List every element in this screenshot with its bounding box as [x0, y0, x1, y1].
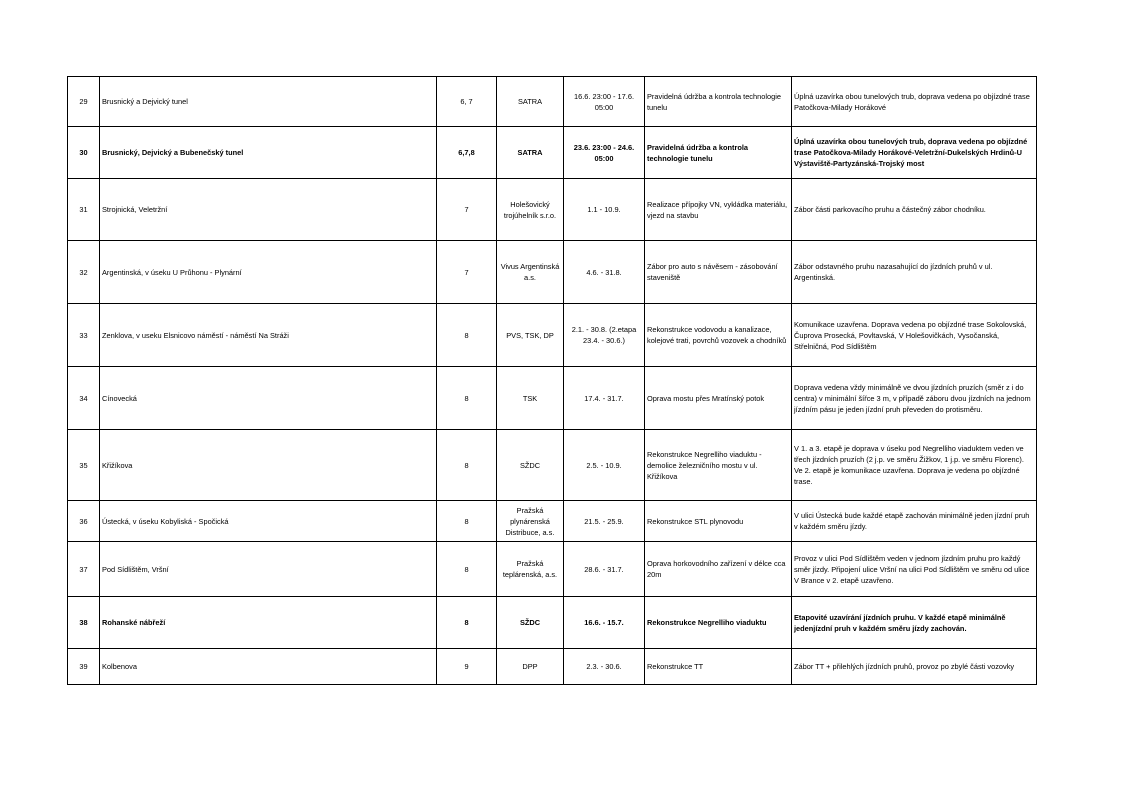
table-row: [68, 241, 1037, 304]
reason-cell: Pravidelná údržba a kontrola technologie tunelu: [645, 127, 792, 179]
table-row: [68, 179, 1037, 241]
restriction-cell: Úplná uzavírka obou tunelových trub, doprava vedena po objízdné trase Patočkova-Milady Horákové: [792, 77, 1037, 127]
district-cell: 8: [437, 304, 497, 367]
table-row: [68, 367, 1037, 430]
table-row: [68, 542, 1037, 597]
restriction-cell: Doprava vedena vždy minimálně ve dvou jízdních pruzích (směr z i do centra) v minimální šířce 3 m, v případě záboru dvou jízdních na jednom jízdním pásu je jeden jízdní pruh převeden do protisměru.: [792, 367, 1037, 430]
row-number: 30: [68, 127, 100, 179]
term-cell: 1.1 - 10.9.: [564, 179, 645, 241]
district-cell: 9: [437, 649, 497, 685]
reason-cell: Oprava mostu přes Mratínský potok: [645, 367, 792, 430]
street-cell: Cínovecká: [100, 367, 437, 430]
term-cell: 2.3. - 30.6.: [564, 649, 645, 685]
reason-cell: Rekonstrukce vodovodu a kanalizace, kolejové trati, povrchů vozovek a chodníků: [645, 304, 792, 367]
street-cell: Rohanské nábřeží: [100, 597, 437, 649]
row-number: 31: [68, 179, 100, 241]
investor-cell: TSK: [497, 367, 564, 430]
investor-cell: PVS, TSK, DP: [497, 304, 564, 367]
street-cell: Strojnická, Veletržní: [100, 179, 437, 241]
reason-cell: Pravidelná údržba a kontrola technologie tunelu: [645, 77, 792, 127]
district-cell: 8: [437, 367, 497, 430]
term-cell: 16.6. 23:00 - 17.6. 05:00: [564, 77, 645, 127]
term-cell: 17.4. - 31.7.: [564, 367, 645, 430]
investor-cell: Vivus Argentinská a.s.: [497, 241, 564, 304]
roadworks-table: [67, 76, 1037, 685]
street-cell: Křižíkova: [100, 430, 437, 501]
restriction-cell: Etapovité uzavírání jízdních pruhu. V každé etapě minimálně jedenjízdní pruh v každém směru jízdy zachován.: [792, 597, 1037, 649]
district-cell: 8: [437, 501, 497, 542]
street-cell: Kolbenova: [100, 649, 437, 685]
street-cell: Brusnický a Dejvický tunel: [100, 77, 437, 127]
table-row: [68, 304, 1037, 367]
investor-cell: SŽDC: [497, 430, 564, 501]
term-cell: 2.1. - 30.8. (2.etapa 23.4. - 30.6.): [564, 304, 645, 367]
row-number: 29: [68, 77, 100, 127]
term-cell: 28.6. - 31.7.: [564, 542, 645, 597]
restriction-cell: Úplná uzavírka obou tunelových trub, doprava vedena po objízdné trase Patočkova-Milady Horákové-Veletržní-Dukelských Hrdinů-U Výstaviště-Partyzánská-Trojský most: [792, 127, 1037, 179]
reason-cell: Rekonstrukce Negrelliho viaduktu: [645, 597, 792, 649]
row-number: 36: [68, 501, 100, 542]
district-cell: 8: [437, 597, 497, 649]
investor-cell: Holešovický trojúhelník s.r.o.: [497, 179, 564, 241]
street-cell: Argentinská, v úseku U Průhonu - Plynární: [100, 241, 437, 304]
table-row: [68, 649, 1037, 685]
district-cell: 6, 7: [437, 77, 497, 127]
district-cell: 6,7,8: [437, 127, 497, 179]
district-cell: 7: [437, 179, 497, 241]
term-cell: 23.6. 23:00 - 24.6. 05:00: [564, 127, 645, 179]
street-cell: Zenklova, v useku Elsnicovo náměstí - náměstí Na Stráži: [100, 304, 437, 367]
street-cell: Brusnický, Dejvický a Bubenečský tunel: [100, 127, 437, 179]
row-number: 38: [68, 597, 100, 649]
restriction-cell: Zábor části parkovacího pruhu a částečný zábor chodníku.: [792, 179, 1037, 241]
reason-cell: Oprava horkovodního zařízení v délce cca 20m: [645, 542, 792, 597]
row-number: 32: [68, 241, 100, 304]
row-number: 37: [68, 542, 100, 597]
row-number: 39: [68, 649, 100, 685]
reason-cell: Zábor pro auto s návěsem - zásobování staveniště: [645, 241, 792, 304]
street-cell: Ústecká, v úseku Kobyliská - Spočická: [100, 501, 437, 542]
district-cell: 8: [437, 430, 497, 501]
restriction-cell: V ulici Ústecká bude každé etapě zachován minimálně jeden jízdní pruh v každém směru jízdy.: [792, 501, 1037, 542]
term-cell: 4.6. - 31.8.: [564, 241, 645, 304]
district-cell: 7: [437, 241, 497, 304]
table-row: [68, 430, 1037, 501]
table-row: [68, 597, 1037, 649]
district-cell: 8: [437, 542, 497, 597]
row-number: 35: [68, 430, 100, 501]
investor-cell: SATRA: [497, 77, 564, 127]
table-row: [68, 77, 1037, 127]
row-number: 33: [68, 304, 100, 367]
street-cell: Pod Sídlištěm, Vršní: [100, 542, 437, 597]
restriction-cell: Zábor TT + přilehlých jízdních pruhů, provoz po zbylé části vozovky: [792, 649, 1037, 685]
restriction-cell: Komunikace uzavřena. Doprava vedena po objízdné trase Sokolovská, Čuprova Prosecká, Povltavská, V Holešovičkách, Vysočanská, Střelničná, Pod Sídlištěm: [792, 304, 1037, 367]
investor-cell: Pražská teplárenská, a.s.: [497, 542, 564, 597]
row-number: 34: [68, 367, 100, 430]
investor-cell: SATRA: [497, 127, 564, 179]
reason-cell: Rekonstrukce Negrelliho viaduktu - demolice železničního mostu v ul. Křižíkova: [645, 430, 792, 501]
reason-cell: Rekonstrukce TT: [645, 649, 792, 685]
term-cell: 21.5. - 25.9.: [564, 501, 645, 542]
investor-cell: SŽDC: [497, 597, 564, 649]
table-row: [68, 501, 1037, 542]
investor-cell: DPP: [497, 649, 564, 685]
restriction-cell: Zábor odstavného pruhu nazasahující do jízdních pruhů v ul. Argentinská.: [792, 241, 1037, 304]
investor-cell: Pražská plynárenská Distribuce, a.s.: [497, 501, 564, 542]
restriction-cell: V 1. a 3. etapě je doprava v úseku pod Negrelliho viaduktem veden ve třech jízdních pruzích (2 j.p. ve směru Žižkov, 1 j.p. ve směru Florenc). Ve 2. etapě je komunikace uzavřena. Doprava je vedena po objízdné trase.: [792, 430, 1037, 501]
term-cell: 2.5. - 10.9.: [564, 430, 645, 501]
reason-cell: Rekonstrukce STL plynovodu: [645, 501, 792, 542]
reason-cell: Realizace přípojky VN, vykládka materiálu, vjezd na stavbu: [645, 179, 792, 241]
table-row: [68, 127, 1037, 179]
restriction-cell: Provoz v ulici Pod Sídlištěm veden v jednom jízdním pruhu pro každý směr jízdy. Připojení ulice Vršní na ulici Pod Sídlištěm ve směru od ulice V Brance v 2. etapě uzavřeno.: [792, 542, 1037, 597]
term-cell: 16.6. - 15.7.: [564, 597, 645, 649]
